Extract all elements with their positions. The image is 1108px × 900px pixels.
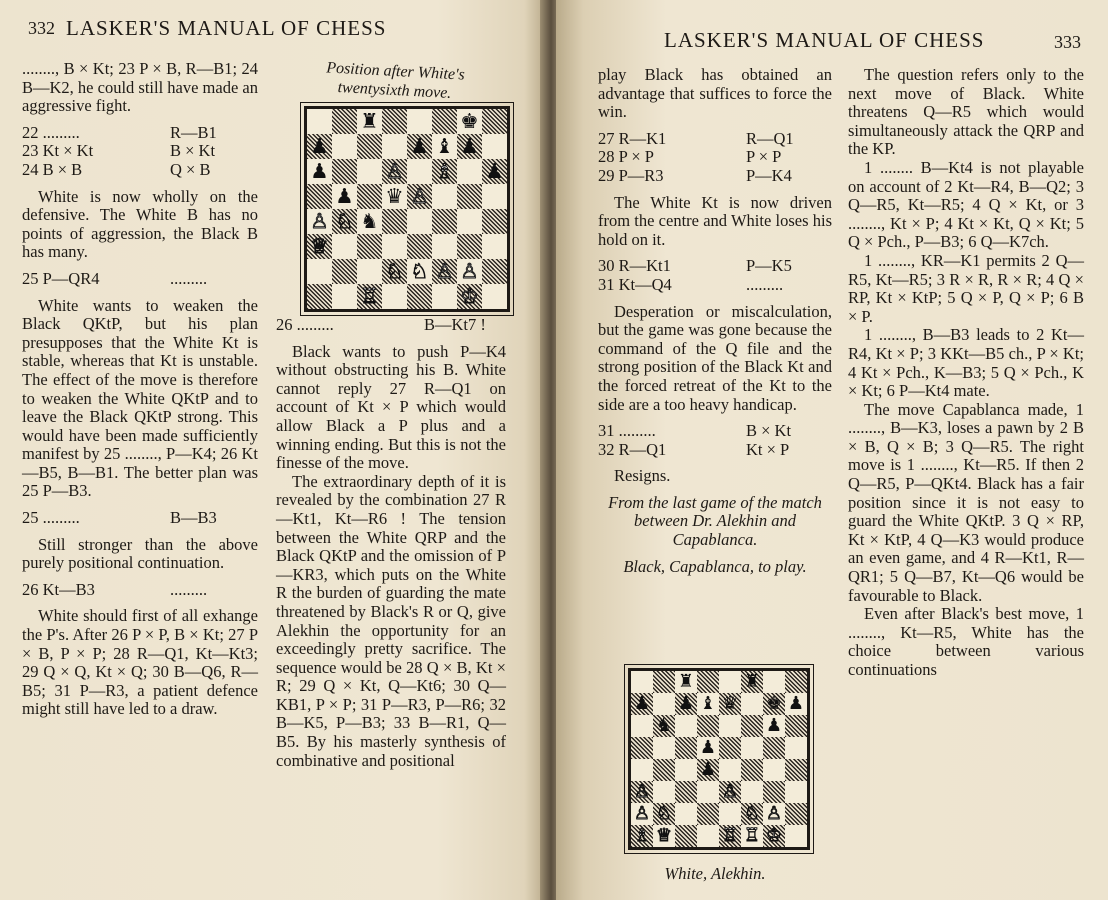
board-square — [407, 284, 432, 309]
move-row — [598, 257, 832, 276]
paragraph: The question refers only to the next move of Black. White threatens Q—R5 which would simultaneously attack the QRP and the KP. — [848, 65, 1084, 159]
chess-piece-white: ♘ — [335, 209, 354, 233]
move-row — [598, 422, 832, 441]
chess-piece-black: ♟ — [633, 693, 651, 714]
board-square — [382, 109, 407, 134]
board-square — [719, 671, 741, 693]
chess-piece-black: ♞ — [655, 715, 673, 736]
move-black: B × Kt — [746, 421, 792, 441]
board-square — [741, 737, 763, 759]
move-black: ......... — [746, 274, 784, 294]
board-square — [357, 159, 382, 184]
chess-piece-white: ♙ — [633, 803, 651, 824]
board-square — [407, 234, 432, 259]
caption: From the last game of the match between Dr. Alekhin and Capablanca. — [608, 492, 822, 550]
board-square — [407, 209, 432, 234]
move-white: 24 B × B — [22, 159, 83, 179]
board-square — [432, 234, 457, 259]
move-black: ......... — [170, 579, 208, 599]
paragraph: White should first of all exhange the P's. After 26 P × P, B × Kt; 27 P × B, P × P; 28 R—Q1, Kt—Kt3; 29 Q × Q, Kt × Q; 30 B—Q6, R—B5; 31 P—R3, a patient defence might still have led to a draw. — [22, 606, 258, 719]
move-white: 22 ......... — [22, 122, 80, 142]
move-black: R—Q1 — [746, 128, 794, 148]
board-square — [697, 715, 719, 737]
chess-piece-black: ♝ — [699, 693, 717, 714]
board-square — [675, 715, 697, 737]
board-square — [653, 693, 675, 715]
board-square — [482, 234, 507, 259]
board-square — [307, 259, 332, 284]
board-square — [382, 134, 407, 159]
board-square — [653, 671, 675, 693]
board-square — [357, 134, 382, 159]
chess-piece-white: ♙ — [385, 159, 404, 183]
paragraph: White is now wholly on the defensive. The White B has no points of aggression, the Black B has many. — [22, 186, 258, 262]
chess-piece-white: ♗ — [435, 159, 454, 183]
chess-piece-black: ♟ — [699, 759, 717, 780]
right-column-1 — [598, 66, 832, 582]
move-row — [598, 148, 832, 167]
board-square — [382, 234, 407, 259]
move-black: P × P — [746, 147, 782, 167]
board-square — [332, 134, 357, 159]
paragraph: The White Kt is now driven from the centre and White loses his hold on it. — [598, 192, 832, 249]
board-square — [482, 134, 507, 159]
chess-piece-white: ♖ — [360, 284, 379, 308]
board-square — [763, 671, 785, 693]
paragraph: The move Capablanca made, 1 ........, B—K3, loses a pawn by 2 B × B, Q × B; 3 Q—R5. The right move is 1 ........, Kt—R5. If then 2 Q—R5, P—QKt4. Black has a fair position since it is not easy to guard the White QKtP. 3 Q × RP, Kt × KtP, 4 Q—K3 would produce an even game, and 4 R—Kt1, R—QR1; 5 Q—B7, Kt—Q6 would be favourable to Black. — [848, 399, 1084, 605]
chess-piece-white: ♙ — [460, 259, 479, 283]
board-square — [482, 109, 507, 134]
right-page — [556, 0, 1108, 900]
chess-diagram-1 — [304, 106, 510, 312]
chess-piece-white: ♘ — [410, 259, 429, 283]
board-square — [631, 671, 653, 693]
board-square — [719, 803, 741, 825]
chess-piece-black: ♟ — [310, 159, 329, 183]
chess-piece-white: ♙ — [435, 259, 454, 283]
board-square — [741, 781, 763, 803]
board-square — [697, 781, 719, 803]
chess-piece-black: ♟ — [485, 159, 504, 183]
board-square — [719, 759, 741, 781]
board-square — [332, 159, 357, 184]
chess-piece-black: ♟ — [765, 715, 783, 736]
move-row — [22, 270, 258, 289]
board-square — [697, 671, 719, 693]
move-white: 26 ......... — [276, 315, 334, 334]
board-square — [482, 284, 507, 309]
chess-piece-white: ♖ — [721, 825, 739, 846]
page-number-left: 332 — [28, 18, 55, 38]
board-square — [382, 284, 407, 309]
board-square — [457, 159, 482, 184]
board-square — [357, 184, 382, 209]
chess-piece-black: ♞ — [360, 209, 379, 233]
board-square — [407, 109, 432, 134]
move-white: 29 P—R3 — [598, 165, 664, 185]
board-square — [785, 737, 807, 759]
chess-piece-black: ♚ — [460, 109, 479, 133]
board-square — [697, 803, 719, 825]
right-column-2 — [848, 66, 1084, 680]
move-row — [22, 161, 258, 180]
left-column-1 — [22, 60, 258, 719]
chess-piece-white: ♗ — [633, 825, 651, 846]
move-row — [598, 130, 832, 149]
board-square — [697, 825, 719, 847]
move-row — [22, 142, 258, 161]
board-square — [482, 259, 507, 284]
board-square — [332, 109, 357, 134]
board-square — [785, 803, 807, 825]
board-square — [785, 715, 807, 737]
board-square — [332, 234, 357, 259]
chess-diagram-2 — [628, 668, 810, 850]
board-square — [432, 109, 457, 134]
move-row — [598, 441, 832, 460]
board-square — [307, 184, 332, 209]
paragraph: The extraordinary depth of it is revealed by the combination 27 R—Kt1, Kt—R6 ! The tension between the White QRP and the Black QKtP and the omission of P—KR3, which puts on the White R the burden of guarding the mate threatened by Black's R or Q, give Alekhin the opportunity for an exceedingly pretty sacrifice. The sequence would be 28 Q × B, Kt × R; 29 Q × Kt, Q—Kt6; 30 Q—KB1, P × P; 31 P—R3, P—R6; 32 B—K5, P—B3; 33 B—R1, Q—B5. By his masterly synthesis of combinative and positional — [276, 471, 506, 770]
paragraph: Desperation or miscalculation, but the game was gone because the command of the Q file and the strong position of the Black Kt and the forced retreat of the Kt to the side are a too heavy handicap. — [598, 301, 832, 414]
board-square — [307, 109, 332, 134]
diagram-caption-1: Position after White's twentysixth move. — [325, 59, 466, 102]
diagram-caption-2: White, Alekhin. — [664, 864, 766, 883]
left-column-2 — [276, 316, 506, 770]
board-square — [357, 259, 382, 284]
board-square — [653, 781, 675, 803]
move-white: 30 R—Kt1 — [598, 256, 671, 276]
chess-piece-white: ♔ — [765, 825, 783, 846]
board-square — [741, 715, 763, 737]
chess-piece-white: ♕ — [655, 825, 673, 846]
board-square — [785, 825, 807, 847]
board-square — [432, 284, 457, 309]
board-square — [653, 737, 675, 759]
caption: Black, Capablanca, to play. — [623, 556, 807, 576]
move-white: 31 ......... — [598, 421, 656, 441]
move-white: 23 Kt × Kt — [22, 141, 94, 161]
paragraph: 1 ........, KR—K1 permits 2 Q—R5, Kt—R5; 3 R × R, R × R; 4 Q × RP, Kt × KtP; 5 Q × P, Q × P; 6 B × P. — [848, 250, 1084, 326]
move-black: Q × B — [170, 159, 211, 179]
board-square — [741, 693, 763, 715]
board-square — [785, 759, 807, 781]
board-square — [719, 715, 741, 737]
paragraph: 1 ........, B—B3 leads to 2 Kt—R4, Kt × P; 3 KKt—B5 ch., P × Kt; 4 Kt × Pch., K—B3; 5 Q × Pch., K × Kt; 6 P—Kt4 mate. — [848, 325, 1084, 401]
move-black: B—B3 — [170, 508, 217, 528]
paragraph: Resigns. — [614, 466, 671, 486]
chess-piece-black: ♜ — [360, 109, 379, 133]
running-head-right: LASKER'S MANUAL OF CHESS — [664, 28, 985, 52]
paragraph: White wants to weaken the Black QKtP, but his plan presupposes that the White Kt is stable, whereas that Kt is unstable. The effect of the move is therefore to weaken the White QKtP and to leave the Black QKtP strong. This would have been made sufficiently manifest by 25 ........, P—K4; 26 Kt—B5, B—B1. The better plan was 25 P—B3. — [22, 295, 258, 501]
chess-piece-white: ♙ — [633, 781, 651, 802]
board-square — [631, 715, 653, 737]
chess-piece-black: ♜ — [743, 671, 761, 692]
board-square — [357, 234, 382, 259]
move-row — [22, 581, 258, 600]
board-square — [457, 234, 482, 259]
board-square — [763, 781, 785, 803]
board-square — [307, 284, 332, 309]
chess-piece-white: ♕ — [310, 234, 329, 258]
move-white: 31 Kt—Q4 — [598, 274, 672, 294]
chess-piece-black: ♟ — [787, 693, 805, 714]
board-square — [432, 209, 457, 234]
board-square — [675, 737, 697, 759]
board-square — [407, 159, 432, 184]
move-white: 27 R—K1 — [598, 128, 667, 148]
chess-piece-white: ♔ — [460, 284, 479, 308]
board-square — [332, 259, 357, 284]
board-square — [457, 184, 482, 209]
chess-piece-white: ♘ — [743, 803, 761, 824]
move-black: P—K5 — [746, 256, 792, 276]
chess-piece-black: ♚ — [765, 693, 783, 714]
chess-piece-white: ♙ — [310, 209, 329, 233]
board-square — [785, 781, 807, 803]
chess-piece-white: ♘ — [385, 259, 404, 283]
board-square — [653, 759, 675, 781]
paragraph: Black wants to push P—K4 without obstructing his B. White cannot reply 27 R—Q1 on account of Kt × P which would allow Black a P plus and a winning ending. But this is not the finesse of the move. — [276, 341, 506, 473]
paragraph: ........, B × Kt; 23 P × B, R—B1; 24 B—K2, he could still have made an aggressive fight. — [22, 59, 258, 116]
board-square — [482, 209, 507, 234]
move-white: 26 Kt—B3 — [22, 579, 95, 599]
move-white: 25 ......... — [22, 508, 80, 528]
chess-piece-black: ♟ — [460, 134, 479, 158]
chess-piece-black: ♟ — [335, 184, 354, 208]
move-black: B—Kt7 ! — [424, 315, 486, 334]
left-page — [0, 0, 546, 900]
chess-piece-black: ♟ — [310, 134, 329, 158]
chess-piece-white: ♘ — [655, 803, 673, 824]
chess-piece-black: ♛ — [385, 184, 404, 208]
board-square — [631, 737, 653, 759]
move-row — [22, 124, 258, 143]
move-black: Kt × P — [746, 439, 790, 459]
move-row — [598, 276, 832, 295]
move-white: 25 P—QR4 — [22, 268, 100, 288]
move-white: 32 R—Q1 — [598, 439, 667, 459]
running-head-left: LASKER'S MANUAL OF CHESS — [66, 16, 387, 40]
board-square — [741, 759, 763, 781]
paragraph: Even after Black's best move, 1 ........, Kt—R5, White has the choice between various continuations — [848, 604, 1084, 679]
chess-piece-black: ♜ — [677, 671, 695, 692]
move-black: B × Kt — [170, 141, 216, 161]
move-black: ......... — [170, 268, 208, 288]
board-square — [675, 781, 697, 803]
chess-piece-white: ♙ — [721, 781, 739, 802]
paragraph: 1 ........ B—Kt4 is not playable on account of 2 Kt—R4, B—Q2; 3 Q—R5, Kt—R5; 4 Q × Kt, or 3 ........, Kt × P; 4 Kt × Kt, Q × Kt; 5 Q × Pch., P—B3; 6 Q—K7ch. — [848, 157, 1084, 252]
board-square — [332, 284, 357, 309]
board-square — [432, 184, 457, 209]
move-row — [598, 167, 832, 186]
move-white: 28 P × P — [598, 147, 654, 167]
board-square — [675, 803, 697, 825]
move-row — [276, 316, 506, 335]
chess-piece-white: ♙ — [765, 803, 783, 824]
move-row — [22, 509, 258, 528]
chess-piece-black: ♟ — [677, 693, 695, 714]
move-black: R—B1 — [170, 122, 217, 142]
chess-piece-black: ♟ — [410, 134, 429, 158]
chess-piece-black: ♟ — [699, 737, 717, 758]
board-square — [482, 184, 507, 209]
chess-piece-black: ♝ — [435, 134, 454, 158]
page-number-right: 333 — [1054, 32, 1081, 52]
board-square — [382, 209, 407, 234]
chess-piece-white: ♙ — [410, 184, 429, 208]
board-square — [763, 759, 785, 781]
board-square — [675, 759, 697, 781]
paragraph: Still stronger than the above purely positional continuation. — [22, 534, 258, 573]
board-square — [719, 737, 741, 759]
paragraph: play Black has obtained an advantage that suffices to force the win. — [598, 65, 832, 122]
chess-piece-black: ♛ — [721, 693, 739, 714]
board-square — [763, 737, 785, 759]
chess-piece-white: ♖ — [743, 825, 761, 846]
move-black: P—K4 — [746, 165, 792, 185]
board-square — [457, 209, 482, 234]
board-square — [675, 825, 697, 847]
board-square — [785, 671, 807, 693]
board-square — [631, 759, 653, 781]
